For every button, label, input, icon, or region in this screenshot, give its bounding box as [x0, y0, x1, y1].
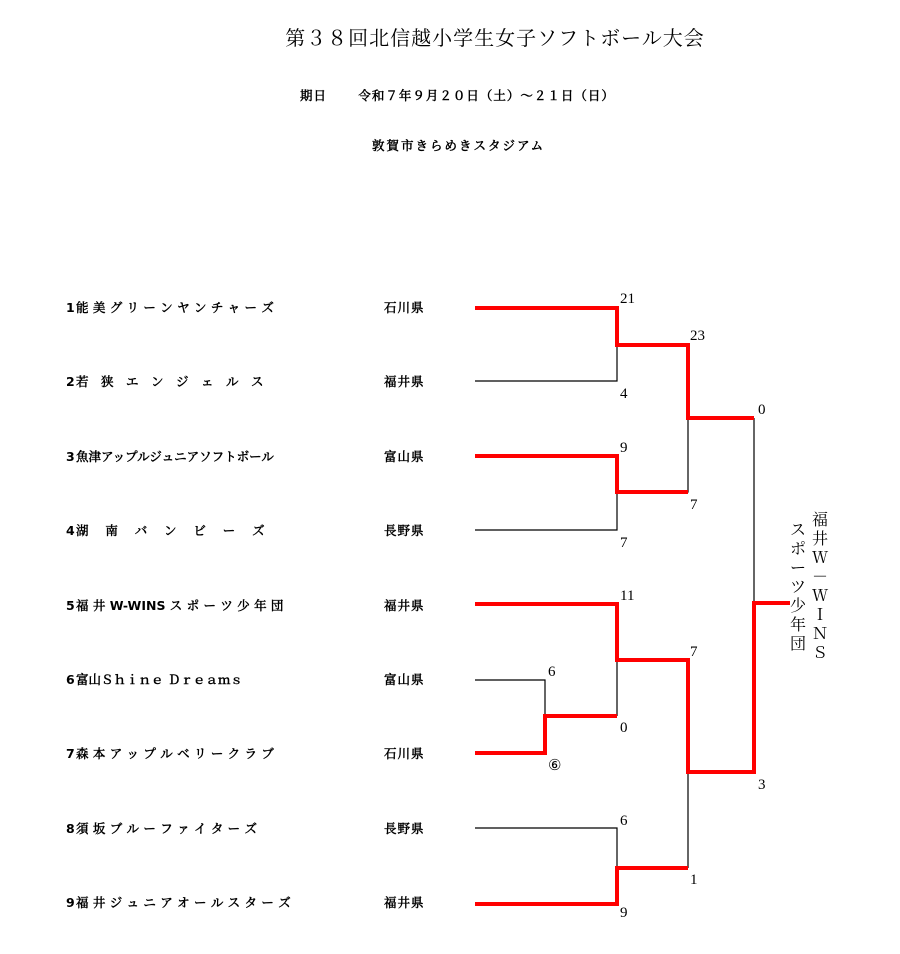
win-path-team5: [475, 603, 790, 772]
team-number: 7: [66, 746, 75, 761]
score-r1-team4: 7: [620, 535, 628, 551]
team-number: 6: [66, 672, 75, 687]
win-path-team7: [475, 716, 617, 753]
team-prefecture: 長野県: [384, 523, 425, 538]
team-prefecture: 福井県: [384, 374, 425, 389]
dates-label: 期日: [300, 88, 328, 103]
score-pre-team6: 6: [548, 664, 556, 680]
winning-lines: [475, 308, 790, 904]
team-number: 9: [66, 895, 75, 910]
score-r1-team1: 21: [620, 291, 635, 307]
score-r1-team2: 4: [620, 386, 628, 402]
team-number: 8: [66, 821, 75, 836]
score-sf-bot: 3: [758, 777, 766, 793]
champion-line1: 福井Ｗ－ＷＩＮＳ: [811, 510, 828, 662]
score-r2-top: 23: [690, 328, 705, 344]
team-name: 湖 南 バ ン ビ ー ズ: [76, 523, 265, 538]
team-number: 5: [66, 598, 75, 613]
team-number: 1: [66, 300, 75, 315]
losing-lines: [475, 345, 754, 868]
score-r2-mid: 7: [690, 497, 698, 513]
bracket-line-team2: [475, 345, 617, 381]
team-name: 須 坂 ブ ル ー フ ァ イ タ ー ズ: [76, 821, 258, 836]
score-r2-low: 7: [690, 644, 698, 660]
score-r1-game67: 0: [620, 720, 628, 736]
team-prefecture: 福井県: [384, 895, 425, 910]
team-prefecture: 石川県: [384, 300, 425, 315]
score-r2-bot: 1: [690, 872, 698, 888]
team-name: 能 美 グ リ ー ン ヤ ン チ ャ ー ズ: [76, 300, 274, 315]
team-prefecture: 石川県: [384, 746, 425, 761]
score-r1-team8: 6: [620, 813, 628, 829]
team-number: 2: [66, 374, 75, 389]
team-number: 4: [66, 523, 75, 538]
dates-value: 令和７年９月２０日（土）～２１日（日）: [358, 88, 615, 103]
team-name: 若 狭 エ ン ジ ェ ル ス: [76, 374, 264, 389]
score-r1-team3: 9: [620, 440, 628, 456]
win-path-team3: [475, 456, 688, 492]
team-prefecture: 富山県: [384, 672, 425, 687]
win-path-team1: [475, 308, 754, 418]
bracket-line-r2-mid: [617, 418, 688, 492]
team-name: 森 本 ア ッ プ ル ベ リ ー ク ラ ブ: [76, 746, 274, 761]
bracket-line-team8: [475, 828, 617, 868]
venue: 敦賀市きらめきスタジアム: [372, 138, 546, 153]
score-sf-top: 0: [758, 402, 766, 418]
team-prefecture: 福井県: [384, 598, 425, 613]
bracket-line-team4: [475, 492, 617, 530]
tournament-title: 第３８回北信越小学生女子ソフトボール大会: [285, 26, 705, 50]
score-r1-team9: 9: [620, 905, 628, 921]
team-number: 3: [66, 449, 75, 464]
team-name: 魚津アップルジュニアソフトボール: [76, 449, 274, 464]
champion-label: [789, 510, 839, 710]
score-r1-team5: 11: [620, 588, 635, 604]
win-path-team9: [475, 868, 688, 904]
bracket-line-team6: [475, 680, 545, 716]
team-name: 福 井 ジ ュ ニ ア オ ー ル ス タ ー ズ: [76, 895, 291, 910]
team-prefecture: 富山県: [384, 449, 425, 464]
team-name: 富山Ｓｈｉｎｅ Ｄｒｅａｍｓ: [76, 672, 243, 687]
score-pre-team7: ⑥: [548, 758, 562, 774]
team-name: 福 井 W-WINS ス ポ ー ツ 少 年 団: [76, 598, 284, 613]
team-prefecture: 長野県: [384, 821, 425, 836]
champion-line2: スポーツ少年団: [789, 520, 806, 653]
